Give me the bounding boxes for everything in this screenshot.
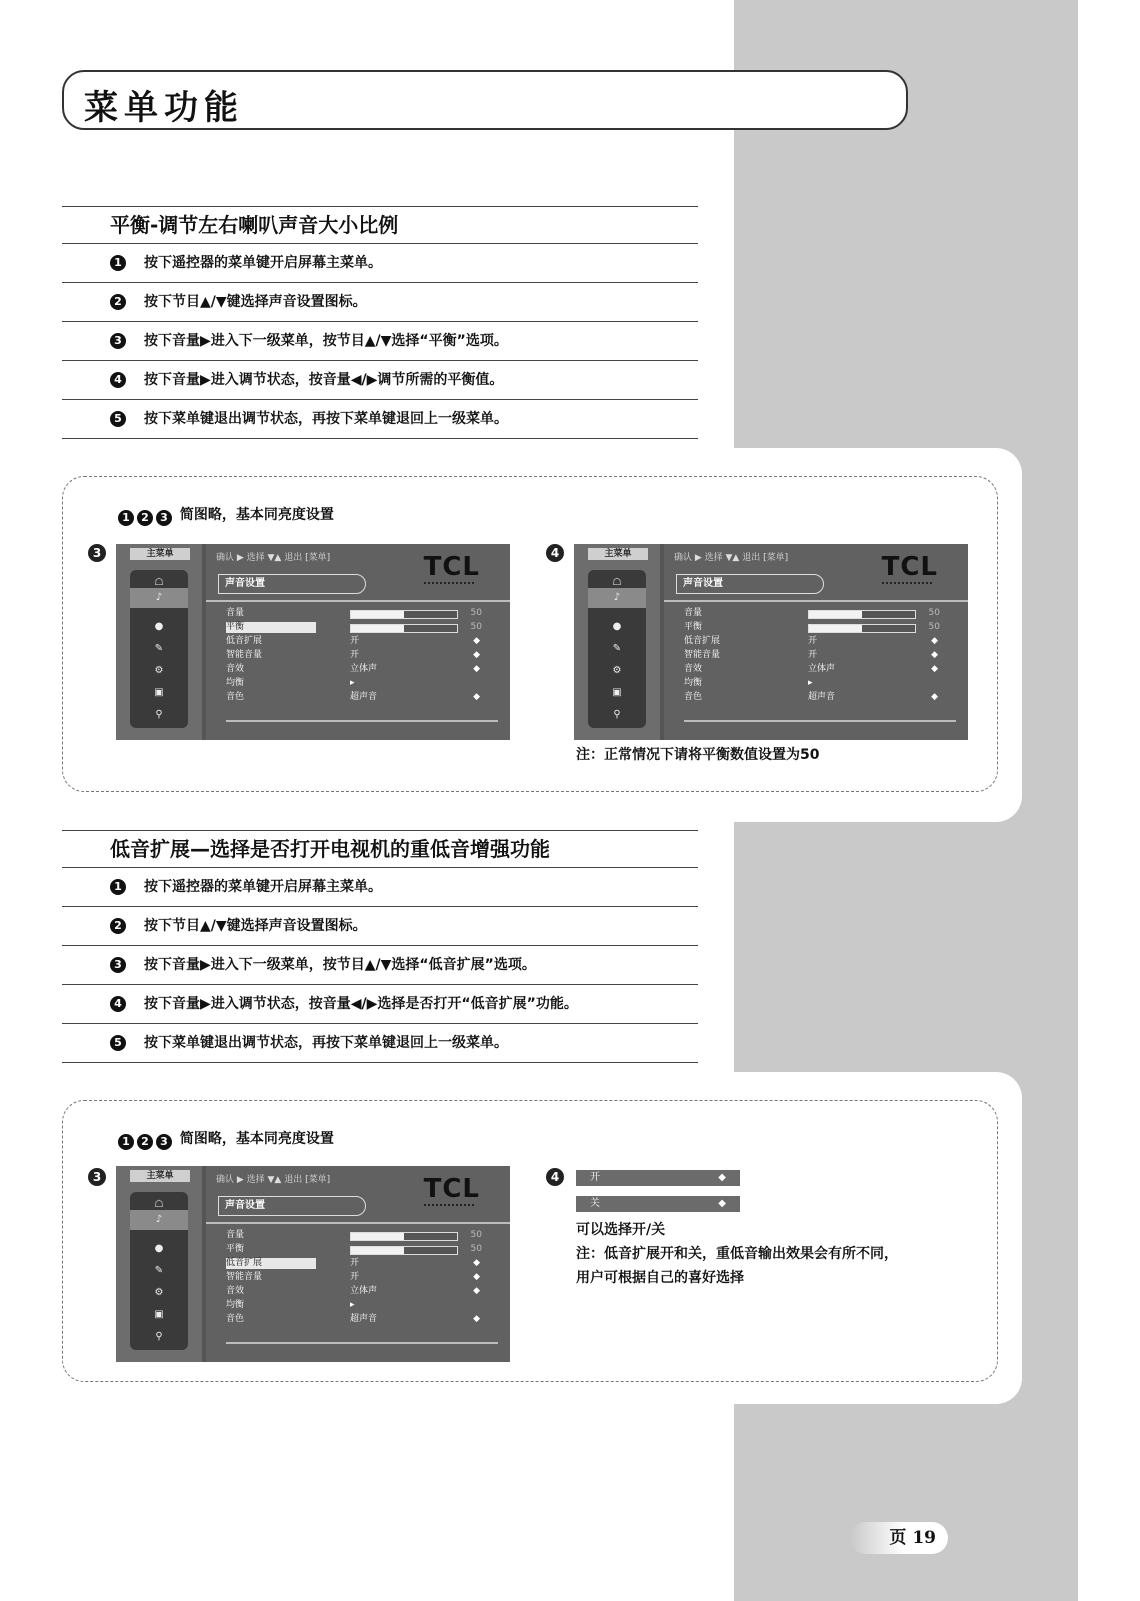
menu-hint: 确认 ▶ 选择 ▼▲ 退出 [菜单] — [674, 553, 789, 563]
step-text: 按下音量▶进入调节状态，按音量◀/▶选择是否打开“低音扩展”功能。 — [144, 996, 578, 1012]
section-heading: 低音扩展—选择是否打开电视机的重低音增强功能 — [62, 830, 698, 868]
menu-icon: ▣ — [154, 1309, 164, 1320]
menu-row — [226, 1258, 498, 1269]
option-label: 关 — [590, 1198, 600, 1209]
menu-row — [226, 622, 498, 633]
menu-row — [684, 692, 956, 703]
note-text: 注：正常情况下请将平衡数值设置为50 — [576, 747, 820, 763]
step-text: 按下音量▶进入下一级菜单，按节目▲/▼选择“低音扩展”选项。 — [144, 957, 536, 973]
row-value: 50 — [470, 1230, 482, 1240]
menu-icon: ● — [612, 621, 622, 632]
step-text: 按下遥控器的菜单键开启屏幕主菜单。 — [144, 879, 382, 895]
step-item — [62, 283, 698, 322]
row-label: 均衡 — [684, 678, 703, 688]
menu-icon: ● — [154, 621, 164, 632]
menu-icon: ☖ — [612, 577, 622, 588]
row-label: 智能音量 — [226, 650, 263, 660]
diamond-arrow-icon: ◆ — [473, 650, 480, 660]
logo-underline — [424, 582, 474, 587]
tv-menu-screenshot — [116, 544, 510, 740]
menu-rail — [116, 1166, 202, 1362]
menu-rail — [574, 544, 660, 740]
row-value: 超声音 — [808, 692, 836, 702]
step-item — [62, 946, 698, 985]
step-number: 2 — [110, 294, 126, 310]
divider — [684, 720, 956, 722]
menu-icon: ☖ — [154, 577, 164, 588]
diamond-arrow-icon: ◆ — [931, 692, 938, 702]
rail-title: 主菜单 — [130, 548, 190, 560]
menu-hint: 确认 ▶ 选择 ▼▲ 退出 [菜单] — [216, 1175, 331, 1185]
menu-icon: ⚙ — [612, 665, 622, 676]
rail-title: 主菜单 — [588, 548, 648, 560]
step-number: 3 — [110, 957, 126, 973]
level-bar — [808, 610, 916, 619]
figure-marker: 3 — [88, 544, 106, 562]
step-number: 4 — [110, 996, 126, 1012]
row-value: ▸ — [350, 678, 355, 688]
menu-icon: ⚲ — [155, 709, 163, 720]
menu-icon: ● — [154, 1243, 164, 1254]
level-bar — [350, 624, 458, 633]
menu-icon: ⚲ — [155, 1331, 163, 1342]
menu-row — [684, 622, 956, 633]
divider — [226, 1342, 498, 1344]
menu-rail — [116, 544, 202, 740]
row-value: 超声音 — [350, 1314, 378, 1324]
level-fill — [351, 611, 404, 618]
level-fill — [351, 1233, 404, 1240]
menu-icon: ♪ — [588, 588, 646, 608]
row-label: 音效 — [226, 1286, 245, 1296]
note-line: 注：低音扩展开和关，重低音输出效果会有所不同， — [576, 1246, 898, 1262]
row-value: 超声音 — [350, 692, 378, 702]
step-text: 按下节目▲/▼键选择声音设置图标。 — [144, 294, 367, 310]
divider — [226, 720, 498, 722]
step-item — [62, 907, 698, 946]
menu-row — [226, 664, 498, 675]
menu-hint: 确认 ▶ 选择 ▼▲ 退出 [菜单] — [216, 553, 331, 563]
row-label: 均衡 — [226, 1300, 245, 1310]
illustration-panel-2 — [62, 1072, 1022, 1404]
illustration-panel-1 — [62, 448, 1022, 822]
diamond-arrow-icon: ◆ — [473, 664, 480, 674]
menu-main — [664, 544, 968, 740]
row-label: 智能音量 — [684, 650, 721, 660]
rail-track — [130, 570, 188, 728]
menu-row — [226, 608, 498, 619]
option-label: 开 — [590, 1172, 600, 1183]
logo-underline — [882, 582, 932, 587]
menu-icon: ✎ — [154, 643, 164, 654]
page-title: 菜单功能 — [84, 88, 244, 128]
step-text: 按下节目▲/▼键选择声音设置图标。 — [144, 918, 367, 934]
tv-menu-screenshot — [574, 544, 968, 740]
menu-row — [226, 636, 498, 647]
menu-icon: ✎ — [154, 1265, 164, 1276]
section-balance — [62, 206, 698, 439]
step-item — [62, 322, 698, 361]
divider — [664, 600, 968, 602]
menu-tab: 声音设置 — [676, 574, 824, 594]
row-label: 平衡 — [684, 622, 703, 632]
option-description: 可以选择开/关 — [576, 1222, 666, 1238]
menu-row — [226, 1244, 498, 1255]
brief-number: 1 — [118, 1134, 134, 1150]
row-label: 音色 — [226, 692, 245, 702]
figure-marker: 4 — [546, 544, 564, 562]
row-value: ▸ — [808, 678, 813, 688]
menu-icon: ⚲ — [613, 709, 621, 720]
section-bass-extension — [62, 830, 698, 1063]
brief-note — [118, 1128, 334, 1150]
row-label: 音效 — [226, 664, 245, 674]
page-title-box — [62, 70, 908, 130]
row-label: 音量 — [684, 608, 703, 618]
row-value: 开 — [350, 650, 360, 660]
row-label: 均衡 — [226, 678, 245, 688]
menu-row — [684, 636, 956, 647]
menu-row — [226, 1314, 498, 1325]
row-value: 开 — [350, 1272, 360, 1282]
step-number: 4 — [110, 372, 126, 388]
menu-row — [226, 650, 498, 661]
row-label: 平衡 — [226, 1244, 245, 1254]
diamond-arrow-icon: ◆ — [931, 636, 938, 646]
menu-icon: ♪ — [130, 1210, 188, 1230]
row-label: 音量 — [226, 608, 245, 618]
level-bar — [350, 610, 458, 619]
option-bar-off — [576, 1196, 740, 1212]
diamond-arrow-icon: ◆ — [473, 1286, 480, 1296]
level-fill — [809, 625, 862, 632]
menu-row — [226, 1230, 498, 1241]
tcl-logo: TCL — [423, 1174, 480, 1204]
step-item — [62, 985, 698, 1024]
row-label: 音色 — [684, 692, 703, 702]
diamond-arrow-icon: ◆ — [718, 1172, 726, 1183]
menu-row — [226, 1300, 498, 1311]
menu-row — [226, 1286, 498, 1297]
level-fill — [809, 611, 862, 618]
menu-icon: ⚙ — [154, 1287, 164, 1298]
row-label: 音色 — [226, 1314, 245, 1324]
step-number: 3 — [110, 333, 126, 349]
row-value: 开 — [808, 650, 818, 660]
level-bar — [350, 1232, 458, 1241]
step-item — [62, 400, 698, 439]
step-number: 5 — [110, 1035, 126, 1051]
row-label: 音效 — [684, 664, 703, 674]
menu-icon: ☖ — [154, 1199, 164, 1210]
level-bar — [808, 624, 916, 633]
menu-icon: ▣ — [612, 687, 622, 698]
menu-row — [684, 664, 956, 675]
row-value: 立体声 — [350, 1286, 378, 1296]
row-value: 50 — [928, 608, 940, 618]
row-value: 立体声 — [350, 664, 378, 674]
step-item — [62, 868, 698, 907]
brief-number: 2 — [137, 1134, 153, 1150]
menu-icon: ✎ — [612, 643, 622, 654]
step-number: 5 — [110, 411, 126, 427]
tcl-logo: TCL — [881, 552, 938, 582]
row-label: 平衡 — [226, 622, 316, 633]
level-fill — [351, 625, 404, 632]
brief-text: 简图略，基本同亮度设置 — [179, 507, 334, 523]
menu-row — [226, 678, 498, 689]
row-value: 开 — [350, 1258, 360, 1268]
diamond-arrow-icon: ◆ — [931, 664, 938, 674]
diamond-arrow-icon: ◆ — [473, 692, 480, 702]
row-value: 50 — [928, 622, 940, 632]
menu-main — [206, 544, 510, 740]
level-fill — [351, 1247, 404, 1254]
menu-row — [684, 608, 956, 619]
step-item — [62, 1024, 698, 1063]
brief-number: 3 — [156, 510, 172, 526]
row-value: 50 — [470, 608, 482, 618]
step-number: 1 — [110, 879, 126, 895]
row-value: 50 — [470, 1244, 482, 1254]
row-value: ▸ — [350, 1300, 355, 1310]
step-number: 1 — [110, 255, 126, 271]
row-label: 音量 — [226, 1230, 245, 1240]
menu-icon: ▣ — [154, 687, 164, 698]
rail-title: 主菜单 — [130, 1170, 190, 1182]
menu-row — [684, 678, 956, 689]
diamond-arrow-icon: ◆ — [473, 1314, 480, 1324]
tv-menu-screenshot — [116, 1166, 510, 1362]
logo-underline — [424, 1204, 474, 1209]
menu-row — [226, 692, 498, 703]
menu-tab: 声音设置 — [218, 574, 366, 594]
brief-text: 简图略，基本同亮度设置 — [179, 1131, 334, 1147]
menu-icon: ⚙ — [154, 665, 164, 676]
brief-number: 3 — [156, 1134, 172, 1150]
step-text: 按下菜单键退出调节状态，再按下菜单键退回上一级菜单。 — [144, 411, 508, 427]
diamond-arrow-icon: ◆ — [473, 1258, 480, 1268]
diamond-arrow-icon: ◆ — [473, 636, 480, 646]
row-value: 立体声 — [808, 664, 836, 674]
divider — [206, 1222, 510, 1224]
option-bar-on — [576, 1170, 740, 1186]
figure-marker: 3 — [88, 1168, 106, 1186]
figure-marker: 4 — [546, 1168, 564, 1186]
step-item — [62, 361, 698, 400]
section-heading: 平衡-调节左右喇叭声音大小比例 — [62, 206, 698, 244]
menu-tab: 声音设置 — [218, 1196, 366, 1216]
divider — [206, 600, 510, 602]
step-item — [62, 244, 698, 283]
level-bar — [350, 1246, 458, 1255]
menu-row — [226, 1272, 498, 1283]
diamond-arrow-icon: ◆ — [473, 1272, 480, 1282]
diamond-arrow-icon: ◆ — [718, 1198, 726, 1209]
row-value: 开 — [808, 636, 818, 646]
rail-track — [130, 1192, 188, 1350]
menu-icon: ♪ — [130, 588, 188, 608]
row-label: 低音扩展 — [226, 636, 263, 646]
row-value: 50 — [470, 622, 482, 632]
step-text: 按下音量▶进入调节状态，按音量◀/▶调节所需的平衡值。 — [144, 372, 504, 388]
note-line: 用户可根据自己的喜好选择 — [576, 1270, 744, 1286]
tcl-logo: TCL — [423, 552, 480, 582]
brief-number: 2 — [137, 510, 153, 526]
row-label: 低音扩展 — [684, 636, 721, 646]
menu-row — [684, 650, 956, 661]
rail-track — [588, 570, 646, 728]
page-number: 页 19 — [850, 1522, 948, 1554]
row-value: 开 — [350, 636, 360, 646]
row-label: 低音扩展 — [226, 1258, 316, 1269]
menu-main — [206, 1166, 510, 1362]
step-number: 2 — [110, 918, 126, 934]
brief-number: 1 — [118, 510, 134, 526]
diamond-arrow-icon: ◆ — [931, 650, 938, 660]
step-text: 按下遥控器的菜单键开启屏幕主菜单。 — [144, 255, 382, 271]
row-label: 智能音量 — [226, 1272, 263, 1282]
step-text: 按下音量▶进入下一级菜单，按节目▲/▼选择“平衡”选项。 — [144, 333, 508, 349]
step-text: 按下菜单键退出调节状态，再按下菜单键退回上一级菜单。 — [144, 1035, 508, 1051]
brief-note — [118, 504, 334, 526]
